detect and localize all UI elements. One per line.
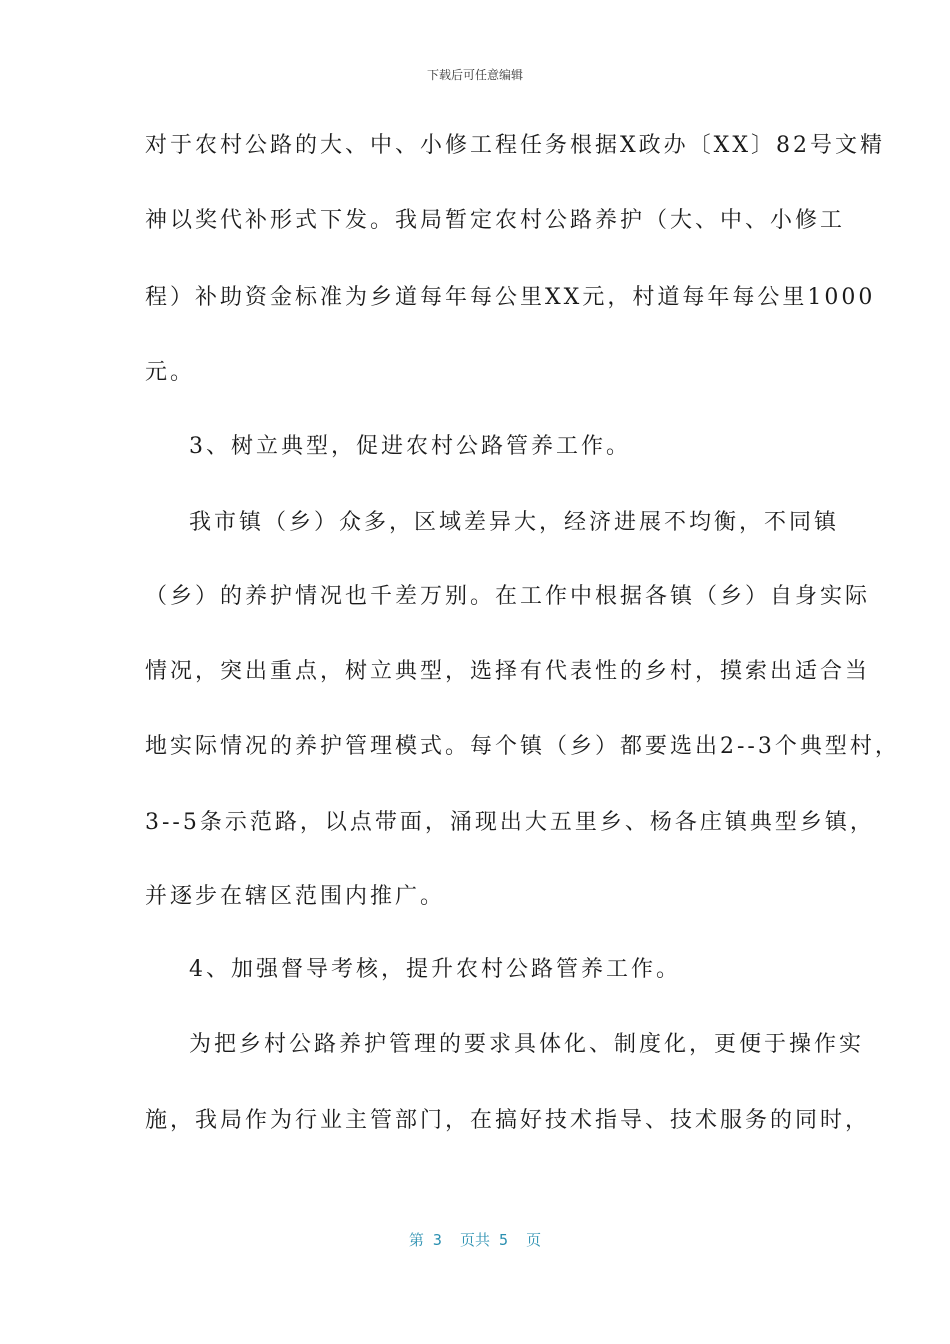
body-line: 情况，突出重点，树立典型，选择有代表性的乡村，摸索出适合当 <box>145 659 871 684</box>
section-heading: 3、树立典型，促进农村公路管养工作。 <box>189 434 631 459</box>
page-header: 下载后可任意编辑 <box>426 68 523 82</box>
paragraph-first-line: 为把乡村公路养护管理的要求具体化、制度化，更便于操作实 <box>189 1032 865 1057</box>
body-line: 地实际情况的养护管理模式。每个镇（乡）都要选出2--3个典型村， <box>145 734 900 759</box>
section-heading: 4、加强督导考核，提升农村公路管养工作。 <box>189 957 681 982</box>
body-line: 程）补助资金标准为乡道每年每公里XX元，村道每年每公里1000 <box>145 285 876 310</box>
body-line: （乡）的养护情况也千差万别。在工作中根据各镇（乡）自身实际 <box>145 584 871 609</box>
body-line: 元。 <box>145 360 196 385</box>
body-line: 并逐步在辖区范围内推广。 <box>145 884 446 909</box>
body-line: 3--5条示范路，以点带面，涌现出大五里乡、杨各庄镇典型乡镇， <box>145 810 875 835</box>
paragraph-first-line: 我市镇（乡）众多，区域差异大，经济进展不均衡，不同镇 <box>189 510 840 535</box>
body-line: 对于农村公路的大、中、小修工程任务根据X政办〔XX〕82号文精 <box>145 133 885 158</box>
body-line: 神以奖代补形式下发。我局暂定农村公路养护（大、中、小修工 <box>145 208 846 233</box>
body-line: 施，我局作为行业主管部门，在搞好技术指导、技术服务的同时， <box>145 1108 871 1133</box>
page-footer: 第 3 页共 5 页 <box>408 1231 542 1249</box>
